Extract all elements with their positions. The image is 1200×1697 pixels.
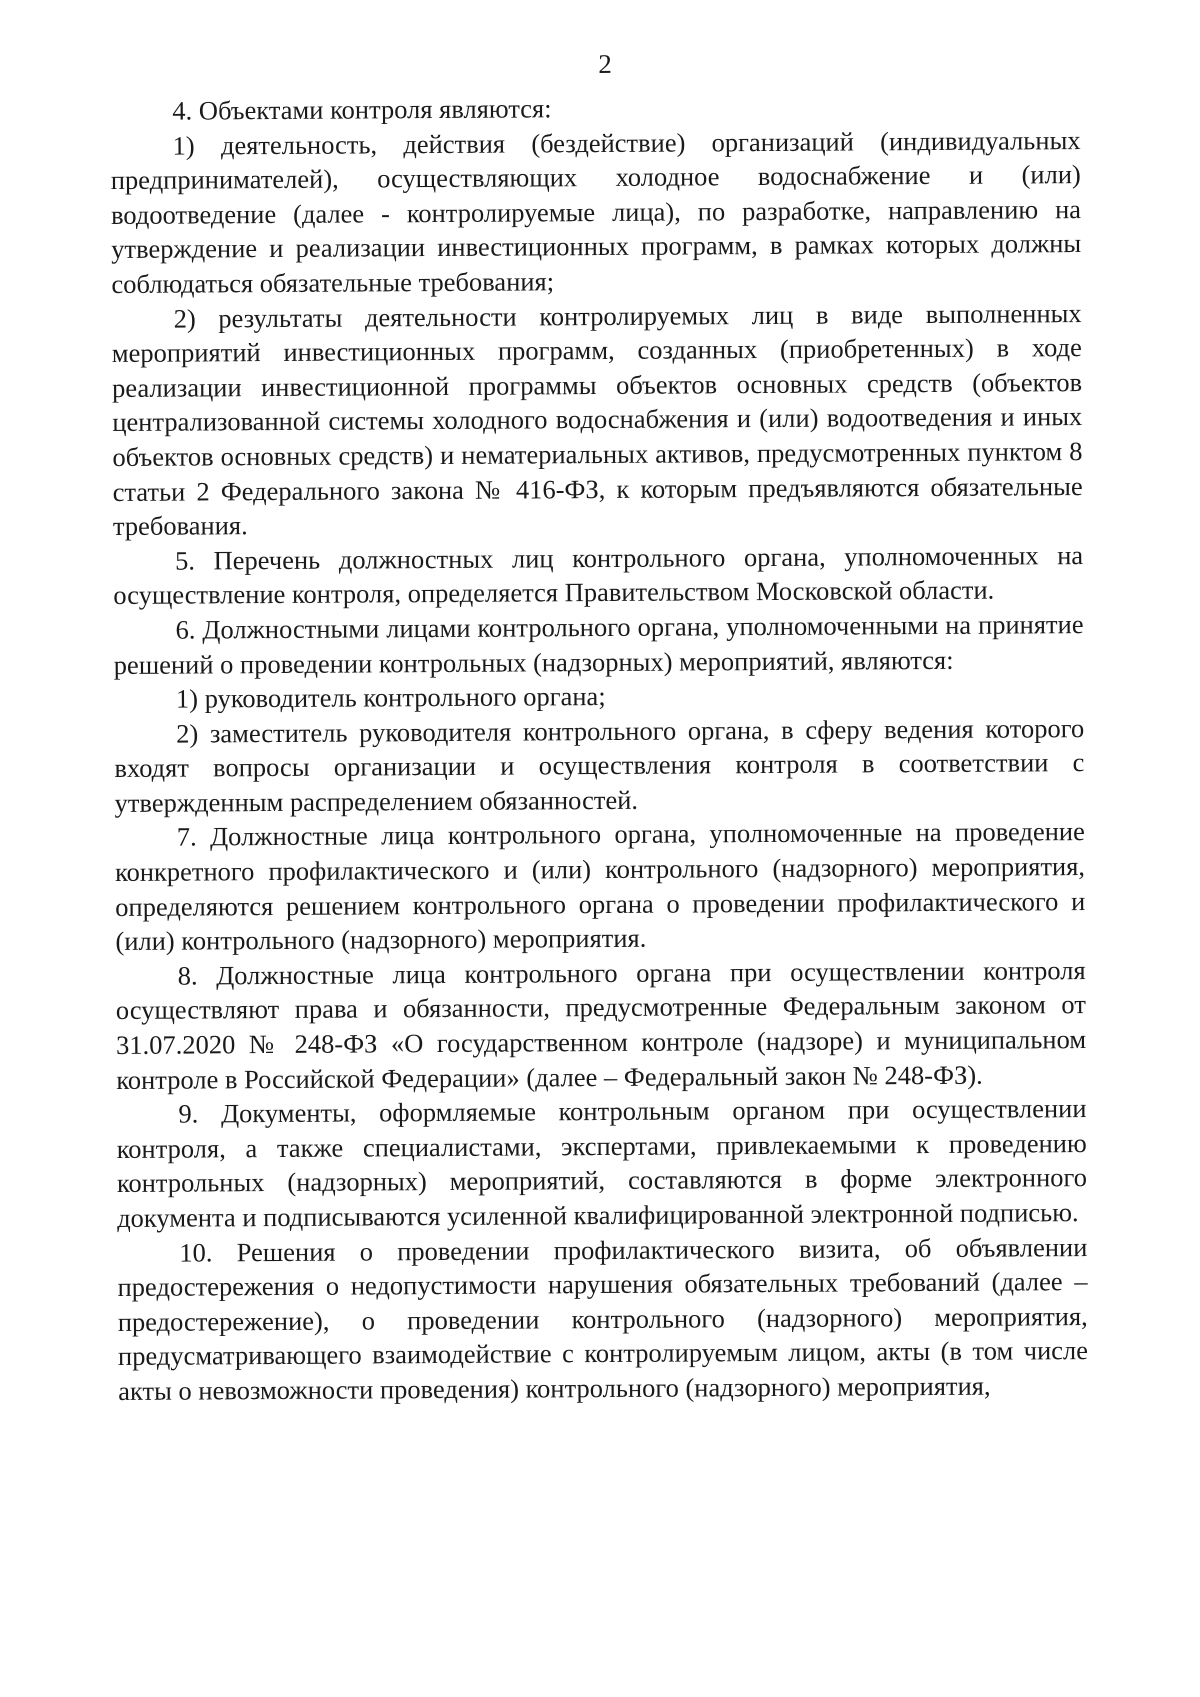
paragraph-10: 10. Решения о проведении профилактического визита, об объявлении предостережения о недопустимости нарушения обязательных требований (далее – предостережение), о проведении контрольного (надзорного) мероприятия, предусматривающего взаимодействие с контролируемым лицом, акты (в том числе акты о невозможности проведения) контрольного (надзорного) мероприятия, bbox=[117, 1231, 1089, 1406]
page-number: 2 bbox=[598, 48, 612, 80]
paragraph-4-item-1: 1) деятельность, действия (бездействие) организаций (индивидуальных предпринимателей), осуществляющих холодное водоснабжение и (или) водоотведение (далее - контролируемые лица), по разработке, направлению на утверждение и реализации инвестиционных программ, в рамках которых должны соблюдаться обязательные требования; bbox=[110, 124, 1082, 299]
paragraph-9: 9. Документы, оформляемые контрольным органом при осуществлении контроля, а также специалистами, экспертами, привлекаемыми к проведению контрольных (надзорных) мероприятий, составляются в форме электронного документа и подписываются усиленной квалифицированной электронной подписью. bbox=[116, 1093, 1087, 1233]
paragraph-6: 6. Должностными лицами контрольного органа, уполномоченными на принятие решений о проведении контрольных (надзорных) мероприятий, являются: bbox=[113, 608, 1084, 680]
document-page bbox=[110, 44, 1088, 1408]
paragraph-4-item-2: 2) результаты деятельности контролируемых лиц в виде выполненных мероприятий инвестиционных программ, созданных (приобретенных) в ходе реализации инвестиционной программы объектов основных средств (объектов централизованной системы холодного водоснабжения и (или) водоотведения и иных объектов основных средств) и нематериальных активов, предусмотренных пунктом 8 статьи 2 Федерального закона № 416-ФЗ, к которым предъявляются обязательные требования. bbox=[111, 297, 1083, 542]
paragraph-6-item-2: 2) заместитель руководителя контрольного органа, в сферу ведения которого входят вопросы организации и осуществления контроля в соответствии с утвержденным распределением обязанностей. bbox=[114, 712, 1085, 818]
paragraph-7: 7. Должностные лица контрольного органа, уполномоченные на проведение конкретного профилактического и (или) контрольного (надзорного) мероприятия, определяются решением контрольного органа о проведении профилактического и (или) контрольного (надзорного) мероприятия. bbox=[114, 816, 1086, 957]
paragraph-4-objects-of-control: 4. Объектами контроля являются: bbox=[172, 93, 552, 126]
paragraph-6-item-1: 1) руководитель контрольного органа; bbox=[175, 681, 606, 714]
paragraph-8: 8. Должностные лица контрольного органа при осуществлении контроля осуществляют права и обязанности, предусмотренные Федеральным законом от 31.07.2020 № 248-ФЗ «О государственном контроле (надзоре) и муниципальном контроле в Российской Федерации» (далее – Федеральный закон № 248-ФЗ). bbox=[115, 954, 1087, 1095]
paragraph-5: 5. Перечень должностных лиц контрольного органа, уполномоченных на осуществление контроля, определяется Правительством Московской области. bbox=[113, 539, 1084, 611]
